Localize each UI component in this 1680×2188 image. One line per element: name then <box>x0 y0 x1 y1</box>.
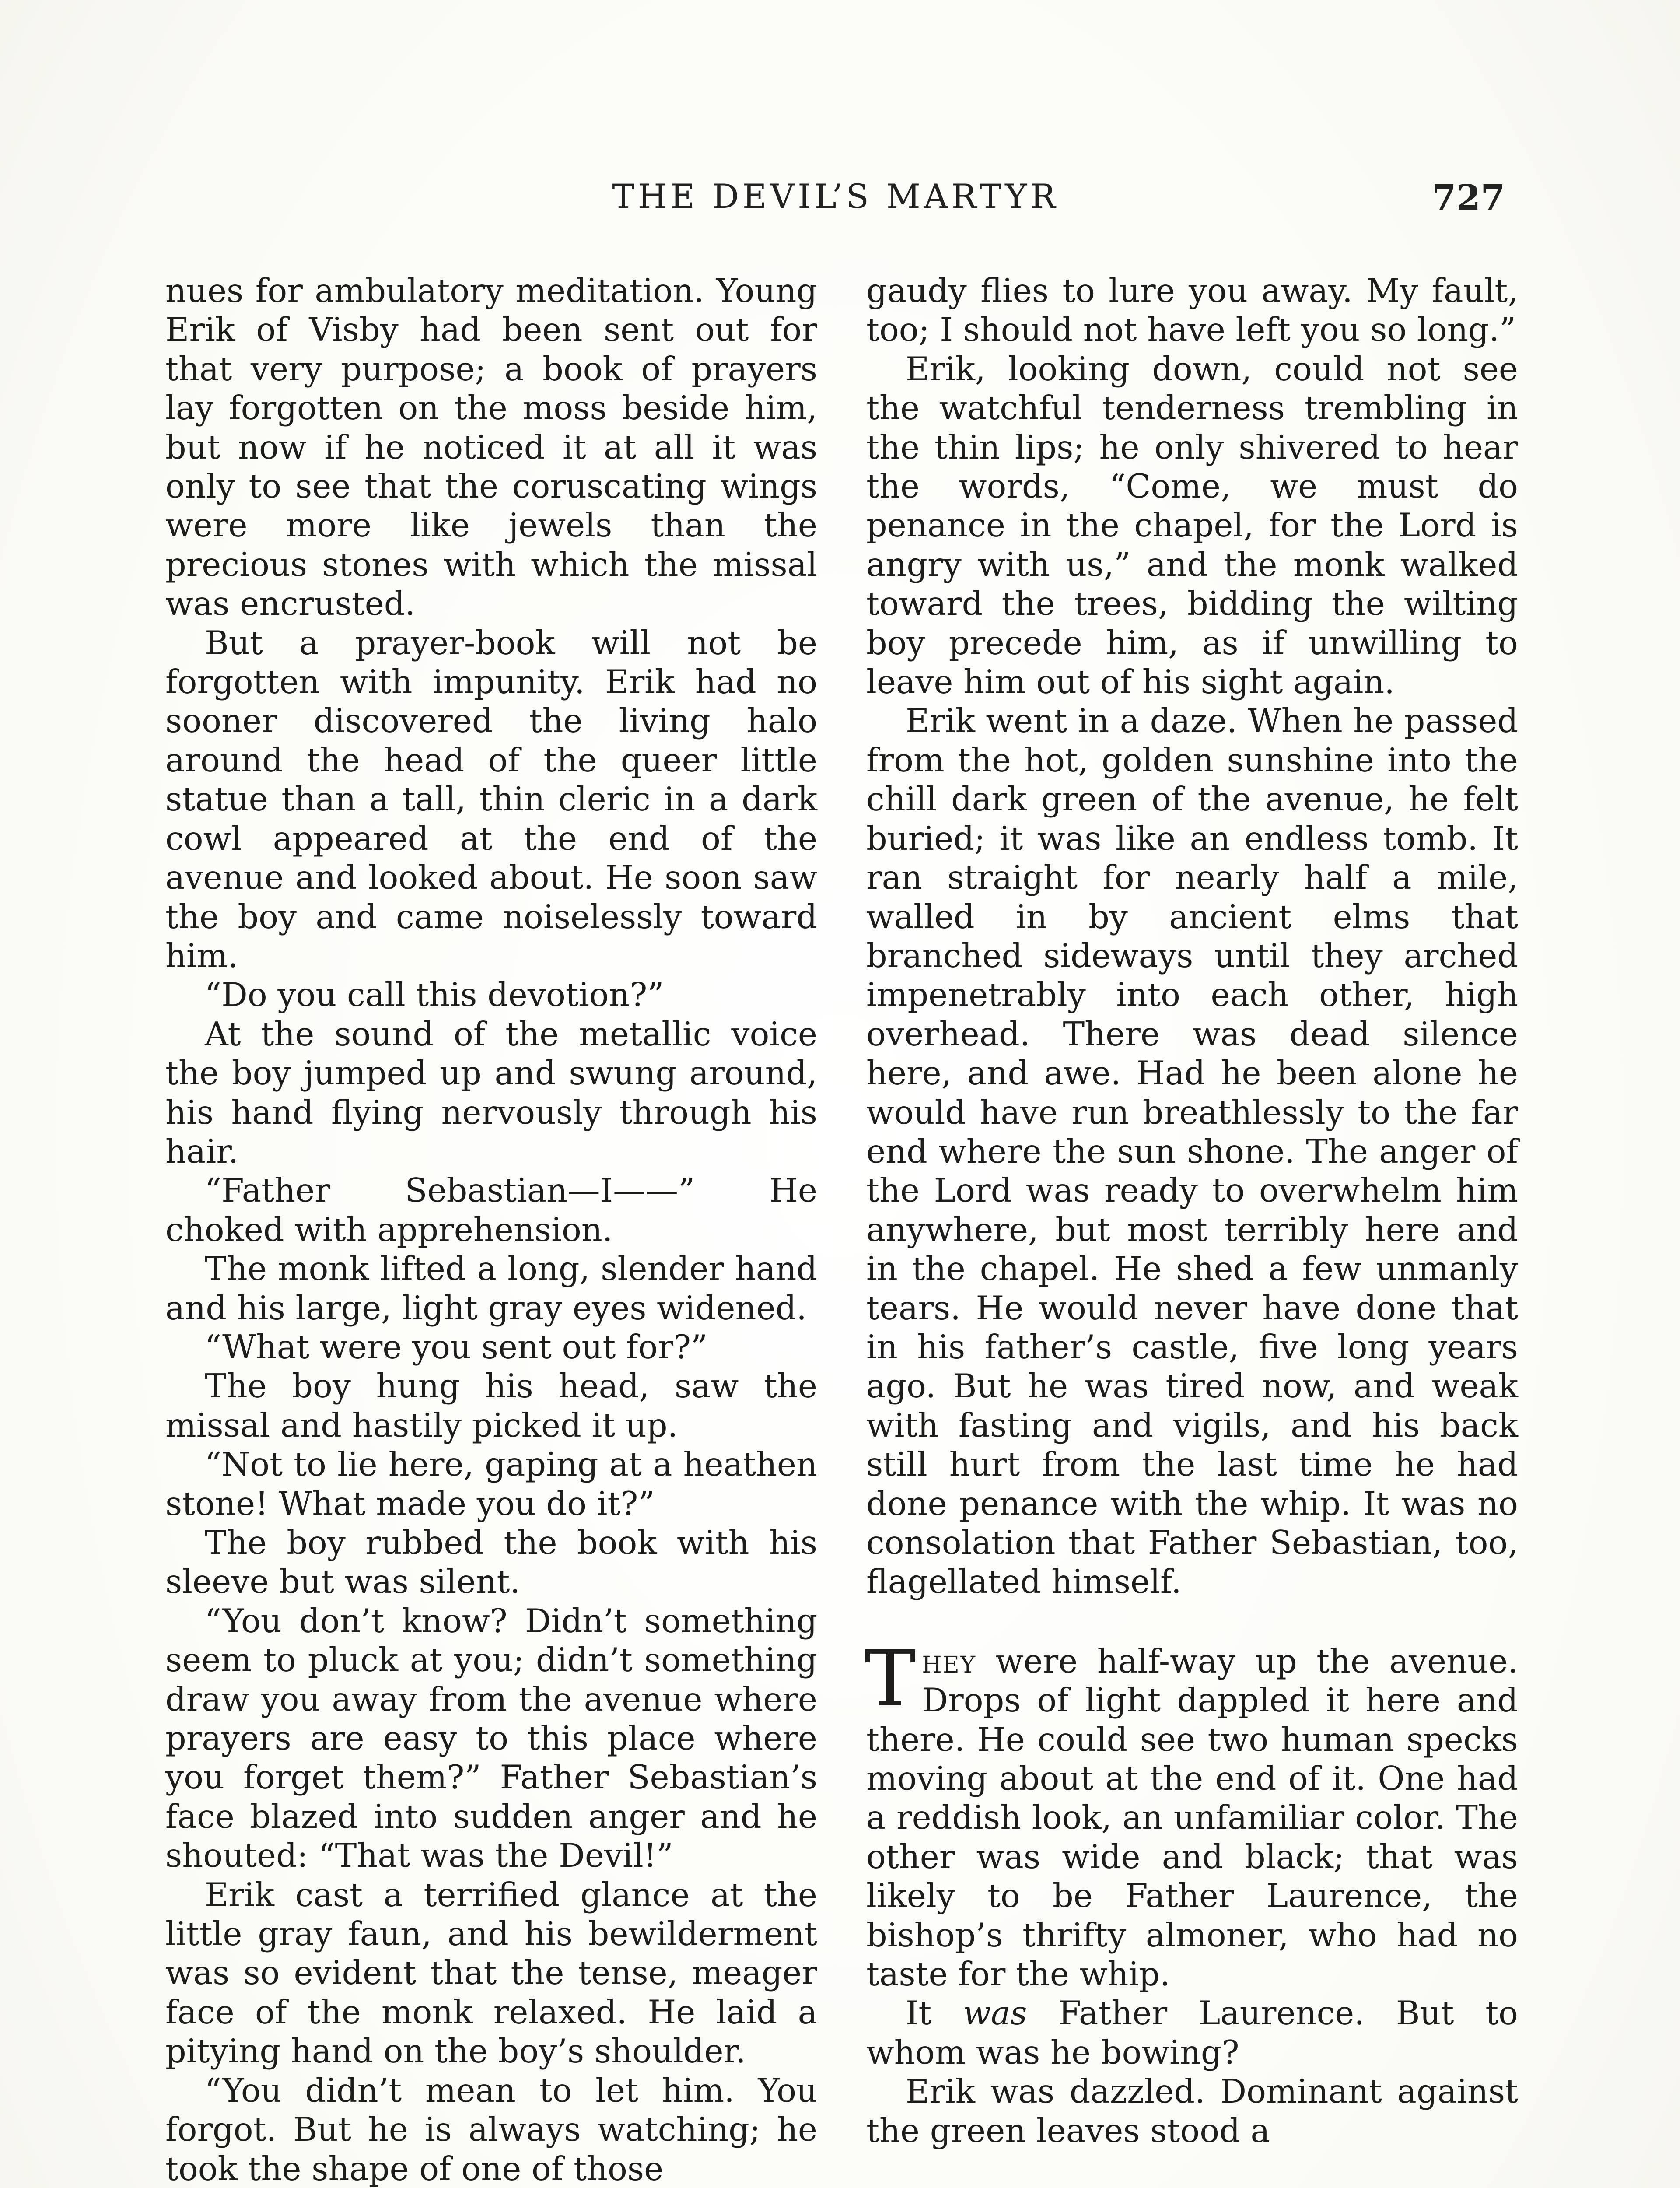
paragraph: “You didn’t mean to let him. You forgot. But he is always watching; he took the shape of one of those <box>165 2071 817 2188</box>
paragraph-text: Father Laurence. But to whom was he bowing? <box>866 1994 1519 2072</box>
paragraph: Erik went in a daze. When he passed from the hot, golden sunshine into the chill dark green of the avenue, he felt buried; it was like an endless tomb. It ran straight for nearly half a mile, walled in by ancient elms that branched sideways until they arched impenetrably into each other, high overhead. There was dead silence here, and awe. Had he been alone he would have run breathlessly to the far end where the sun shone. The anger of the Lord was ready to overwhelm him anywhere, but most terribly here and in the chapel. He shed a few unmanly tears. He would never have done that in his father’s castle, five long years ago. But he was tired now, and weak with fasting and vigils, and his back still hurt from the last time he had done penance with the whip. It was no consolation that Father Sebastian, too, flagellated himself. <box>866 702 1518 1601</box>
paragraph-text: It <box>906 1994 932 2033</box>
running-head <box>166 177 1505 225</box>
paragraph: “You don’t know? Didn’t something seem to pluck at you; didn’t something draw you away from the avenue where prayers are easy to this place where you forget them?” Father Sebastian’s face blazed into sudden anger and he shouted: “That was the Devil!” <box>165 1602 817 1875</box>
paragraph: “Not to lie here, gaping at a heathen stone! What made you do it?” <box>165 1445 817 1523</box>
page-number: 727 <box>1432 177 1505 218</box>
right-column <box>866 271 1518 2150</box>
paragraph: “Do you call this devotion?” <box>205 976 664 1014</box>
section-break <box>866 1602 1518 1642</box>
paragraph: “Father Sebastian—I——” He choked with apprehension. <box>165 1171 817 1249</box>
paragraph: But a prayer-book will not be forgotten with impunity. Erik had no sooner discovered the living halo around the head of the queer little statue than a tall, thin cleric in a dark cowl appeared at the end of the avenue and looked about. He soon saw the boy and came noiselessly toward him. <box>165 624 817 975</box>
paragraph: Erik cast a terrified glance at the little gray faun, and his bewilderment was so evident that the tense, meager face of the monk relaxed. He laid a pitying hand on the boy’s shoulder. <box>165 1876 817 2071</box>
paragraph: “What were you sent out for?” <box>205 1328 708 1366</box>
paragraph: The monk lifted a long, slender hand and his large, light gray eyes widened. <box>165 1250 817 1327</box>
paragraph: The boy rubbed the book with his sleeve but was silent. <box>165 1524 817 1601</box>
paragraph: gaudy flies to lure you away. My fault, too; I should not have left you so long.” <box>866 272 1518 349</box>
paragraph-text: were half-way up the avenue. Drops of light dappled it here and there. He could see two human specks moving about at the end of it. One had a reddish look, an unfamiliar color. The other was wide and black; that was likely to be Father Laurence, the bishop’s thrifty almoner, who had no taste for the whip. <box>866 1642 1518 1994</box>
drop-cap: T <box>864 1634 916 1724</box>
paragraph: The boy hung his head, saw the missal and hastily picked it up. <box>165 1367 817 1445</box>
small-caps-word: hey <box>922 1642 976 1680</box>
left-column <box>165 271 817 2188</box>
emphasis: was <box>963 1994 1027 2033</box>
paragraph <box>866 1994 1518 2072</box>
paragraph: At the sound of the metallic voice the boy jumped up and swung around, his hand flying nervously through his hair. <box>165 1015 817 1171</box>
paragraph: nues for ambulatory meditation. Young Erik of Visby had been sent out for that very purpose; a book of prayers lay forgotten on the moss beside him, but now if he noticed it at all it was only to see that the coruscating wings were more like jewels than the precious stones with which the missal was encrusted. <box>165 272 817 623</box>
paragraph: Erik was dazzled. Dominant against the green leaves stood a <box>866 2072 1518 2150</box>
paragraph: Erik, looking down, could not see the watchful tenderness trembling in the thin lips; he only shivered to hear the words, “Come, we must do penance in the chapel, for the Lord is angry with us,” and the monk walked toward the trees, bidding the wilting boy precede him, as if unwilling to leave him out of his sight again. <box>866 350 1518 701</box>
dropcap-paragraph <box>864 1634 1518 1994</box>
running-title: THE DEVIL’S MARTYR <box>612 177 1059 216</box>
